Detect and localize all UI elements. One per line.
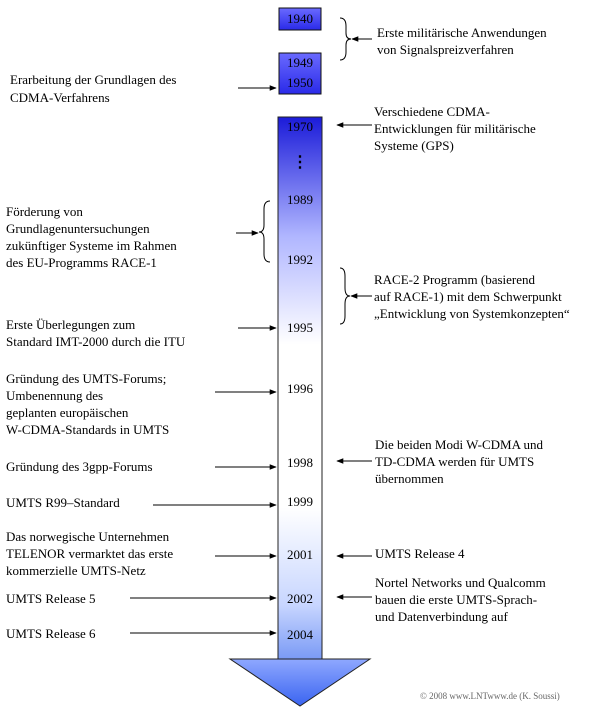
- year-1949: 1949: [287, 55, 313, 70]
- year-1989: 1989: [287, 192, 313, 207]
- note-gps: Verschiedene CDMA- Entwicklungen für militärische Systeme (GPS): [374, 104, 536, 153]
- year-1998: 1998: [287, 455, 313, 470]
- year-1970: 1970: [287, 119, 313, 134]
- note-rel4: UMTS Release 4: [375, 546, 465, 561]
- year-1950: 1950: [287, 75, 313, 90]
- note-imt2000: Erste Überlegungen zum Standard IMT-2000 durch die ITU: [6, 317, 186, 349]
- year-2002: 2002: [287, 591, 313, 606]
- note-race2: RACE-2 Programm (basierend auf RACE-1) mit dem Schwerpunkt „Entwicklung von Systemkonzepten“: [374, 272, 570, 321]
- year-2001: 2001: [287, 547, 313, 562]
- ellipsis: ⋮: [292, 154, 308, 171]
- note-modes: Die beiden Modi W-CDMA und TD-CDMA werden für UMTS übernommen: [375, 437, 544, 486]
- note-gpp: Gründung des 3gpp-Forums: [6, 459, 153, 474]
- year-1996: 1996: [287, 381, 313, 396]
- note-cdma-basics: Erarbeitung der Grundlagen des CDMA-Verfahrens: [10, 72, 177, 105]
- year-1992: 1992: [287, 252, 313, 267]
- note-umts-forum: Gründung des UMTS-Forums; Umbenennung des geplanten europäischen W-CDMA-Standards in UMTS: [6, 371, 170, 437]
- brace-1992-1995: [340, 268, 350, 324]
- brace-1989-1992: [259, 201, 270, 262]
- note-nortel: Nortel Networks und Qualcomm bauen die erste UMTS-Sprach- und Datenverbindung auf: [375, 575, 546, 624]
- note-rel5: UMTS Release 5: [6, 591, 96, 606]
- note-telenor: Das norwegische Unternehmen TELENOR vermarktet das erste kommerzielle UMTS-Netz: [6, 529, 174, 578]
- note-r99: UMTS R99–Standard: [6, 495, 120, 510]
- year-1940: 1940: [287, 11, 313, 26]
- note-military: Erste militärische Anwendungen von Signalspreizverfahren: [377, 25, 547, 57]
- note-race1: Förderung von Grundlagenuntersuchungen zukünftiger Systeme im Rahmen des EU-Programms RACE-1: [6, 204, 177, 270]
- timeline-arrow-tip: [230, 659, 370, 706]
- brace-1940-1950: [340, 18, 351, 60]
- year-1995: 1995: [287, 320, 313, 335]
- year-1999: 1999: [287, 494, 313, 509]
- note-rel6: UMTS Release 6: [6, 626, 96, 641]
- year-2004: 2004: [287, 627, 313, 642]
- copyright-text: © 2008 www.LNTwww.de (K. Soussi): [420, 691, 560, 701]
